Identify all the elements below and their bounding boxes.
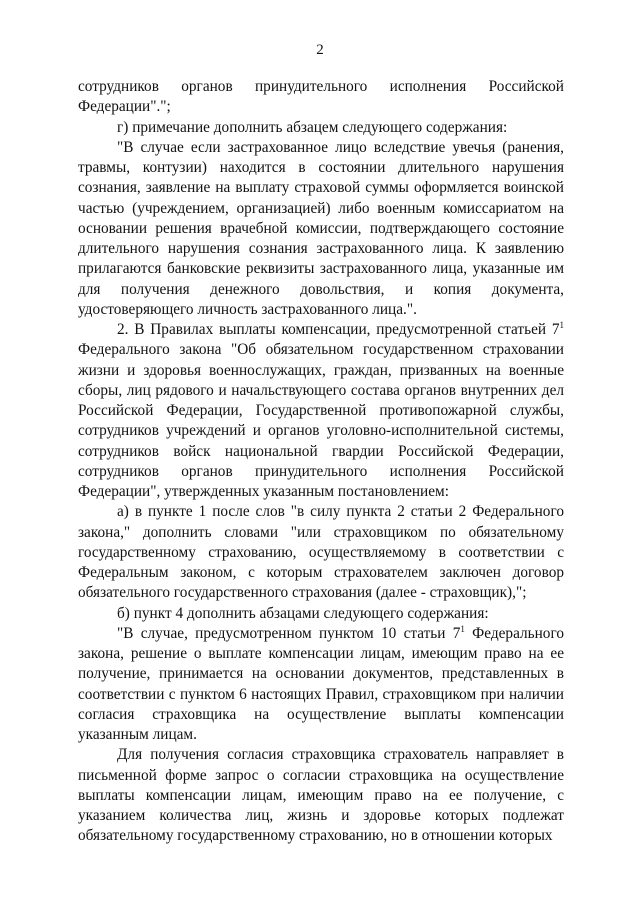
superscript-article-index: 1 [559, 320, 564, 330]
document-body [78, 77, 564, 847]
paragraph-item-2-text-start: 2. В Правилах выплаты компенсации, предусмотренной статьей 7 [117, 321, 560, 338]
paragraph-subpoint-a: а) в пункте 1 после слов "в силу пункта 2 статьи 2 Федерального закона," дополнить словами "или страховщиком по обязательному государственному страхованию, осуществляемому в соответствии с Федеральным законом, с которым страхователем заключен договор обязательного государственного страхования (далее - страховщик),"; [78, 503, 564, 602]
paragraph-consent-request: Для получения согласия страховщика страхователь направляет в письменной форме запрос о согласии страховщика на осуществление выплаты компенсации лицам, имеющим право на ее получение, с указанием количества лиц, жизнь и здоровье которых подлежат обязательному государственному страхованию, но в отношении которых [78, 746, 564, 845]
paragraph-item-2-text-end: Федерального закона "Об обязательном государственном страховании жизни и здоровья военнослужащих, граждан, призванных на военные сборы, лиц рядового и начальствующего состава органов внутренних дел Российской Федерации, Государственной противопожарной службы, сотрудников учреждений и органов уголовно-исполнительной системы, сотрудников войск национальной гвардии Российской Федерации, сотрудников органов принудительного исполнения Российской Федерации", утвержденных указанным постановлением: [78, 341, 564, 500]
paragraph-subpoint-b: б) пункт 4 дополнить абзацами следующего содержания: [117, 604, 489, 622]
paragraph-quoted-case [78, 624, 564, 746]
paragraph-quoted-case-text-start: "В случае, предусмотренном пунктом 10 статьи 7 [117, 624, 461, 642]
paragraph-subpoint-g: г) примечание дополнить абзацем следующего содержания: [117, 118, 508, 136]
paragraph-quoted-case-text-end: Федерального закона, решение о выплате компенсации лицам, имеющим право на ее получение, принимается на основании документов, представленных в соответствии с пунктом 6 настоящих Правил, страховщиком при наличии согласия страховщика на осуществление выплаты компенсации указанным лицам. [78, 624, 564, 743]
paragraph-continuation: сотрудников органов принудительного исполнения Российской Федерации"."; [78, 78, 564, 116]
page-number: 2 [316, 42, 324, 58]
paragraph-quoted-note: "В случае если застрахованное лицо вследствие увечья (ранения, травмы, контузии) находится в состоянии длительного нарушения сознания, заявление на выплату страховой суммы оформляется воинской частью (учреждением, организацией) либо военным комиссариатом на основании решения врачебной комиссии, подтверждающего состояние длительного нарушения сознания застрахованного лица. К заявлению прилагаются банковские реквизиты застрахованного лица, указанные им для получения денежного довольствия, и копия документа, удостоверяющего личность застрахованного лица.". [78, 138, 564, 318]
superscript-article-index: 1 [460, 623, 465, 634]
paragraph-item-2 [78, 320, 564, 502]
